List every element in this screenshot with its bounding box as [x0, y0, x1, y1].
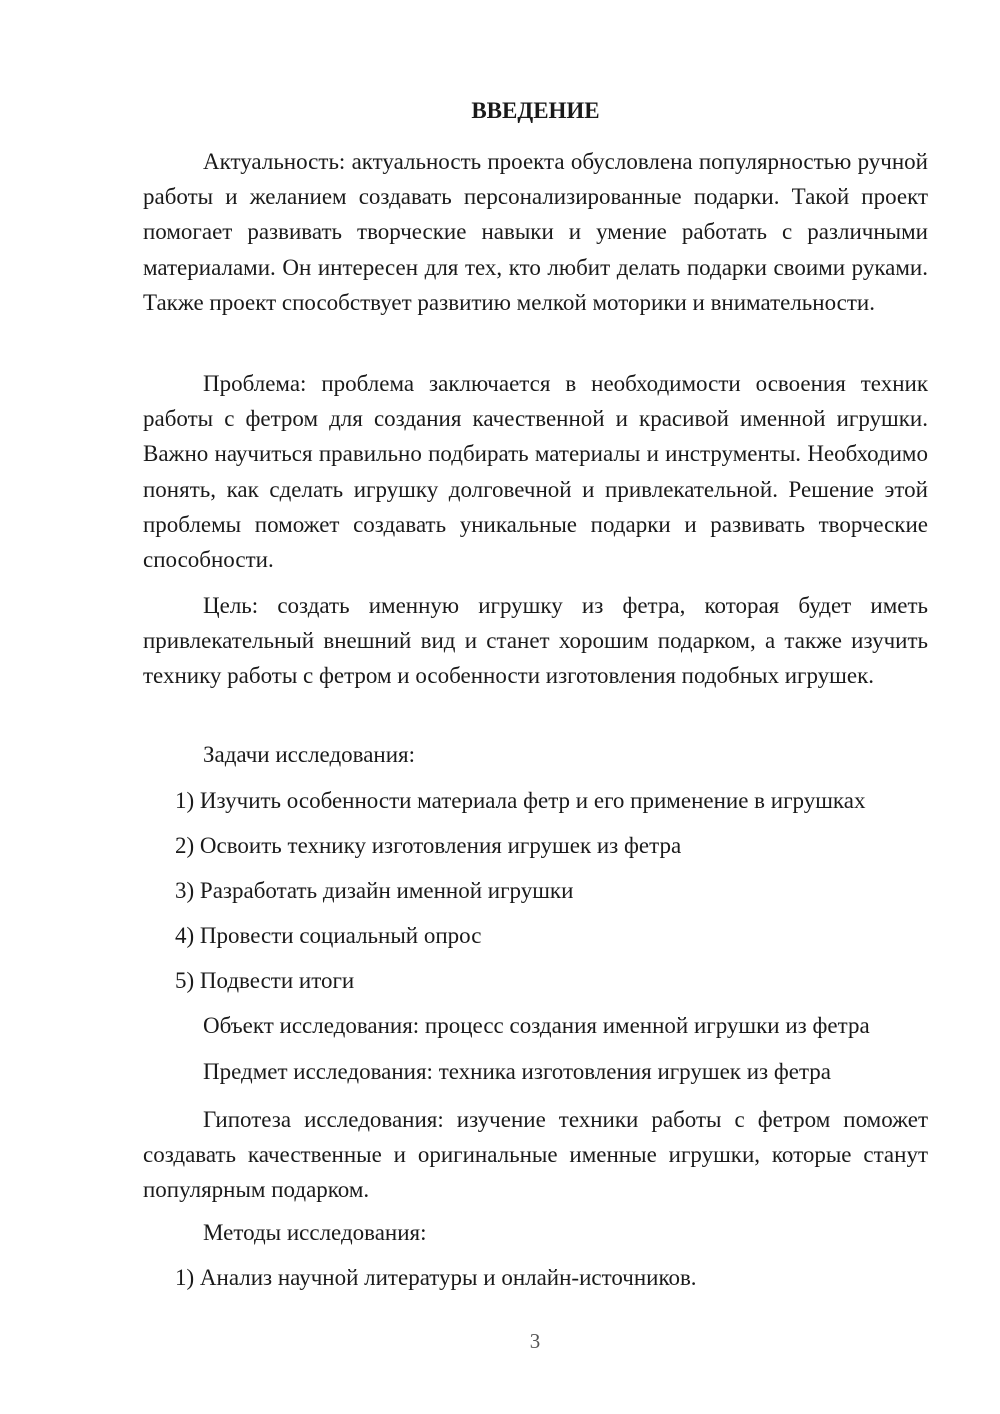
research-subject: Предмет исследования: техника изготовления игрушек из фетра [203, 1059, 832, 1084]
methods-heading: Методы исследования: [203, 1220, 427, 1245]
research-object: Объект исследования: процесс создания именной игрушки из фетра [203, 1013, 870, 1038]
page-number: 3 [529, 1329, 541, 1353]
goal-paragraph: Цель: создать именную игрушку из фетра, которая будет иметь привлекательный внешний вид и станет хорошим подарком, а также изучить технику работы с фетром и особенности изготовления подобных игрушек. [143, 593, 928, 689]
task-item: 5) Подвести итоги [175, 968, 355, 993]
method-item: 1) Анализ научной литературы и онлайн-источников. [175, 1265, 697, 1290]
relevance-paragraph: Актуальность: актуальность проекта обусловлена популярностью ручной работы и желанием создавать персонализированные подарки. Такой проект помогает развивать творческие навыки и умение работать с различными материалами. Он интересен для тех, кто любит делать подарки своими руками. Также проект способствует развитию мелкой моторики и внимательности. [143, 149, 928, 315]
task-item: 4) Провести социальный опрос [175, 923, 482, 948]
task-item: 1) Изучить особенности материала фетр и его применение в игрушках [175, 788, 866, 813]
task-item: 2) Освоить технику изготовления игрушек из фетра [175, 833, 682, 858]
task-item: 3) Разработать дизайн именной игрушки [175, 878, 574, 903]
tasks-heading: Задачи исследования: [203, 742, 416, 767]
problem-paragraph: Проблема: проблема заключается в необходимости освоения техник работы с фетром для создания качественной и красивой именной игрушки. Важно научиться правильно подбирать материалы и инструменты. Необходимо понять, как сделать игрушку долговечной и привлекательной. Решение этой проблемы поможет создавать уникальные подарки и развивать творческие способности. [143, 371, 928, 573]
hypothesis-paragraph: Гипотеза исследования: изучение техники работы с фетром поможет создавать качественные и оригинальные именные игрушки, которые станут популярным подарком. [143, 1107, 928, 1203]
page-title: ВВЕДЕНИЕ [471, 98, 600, 123]
